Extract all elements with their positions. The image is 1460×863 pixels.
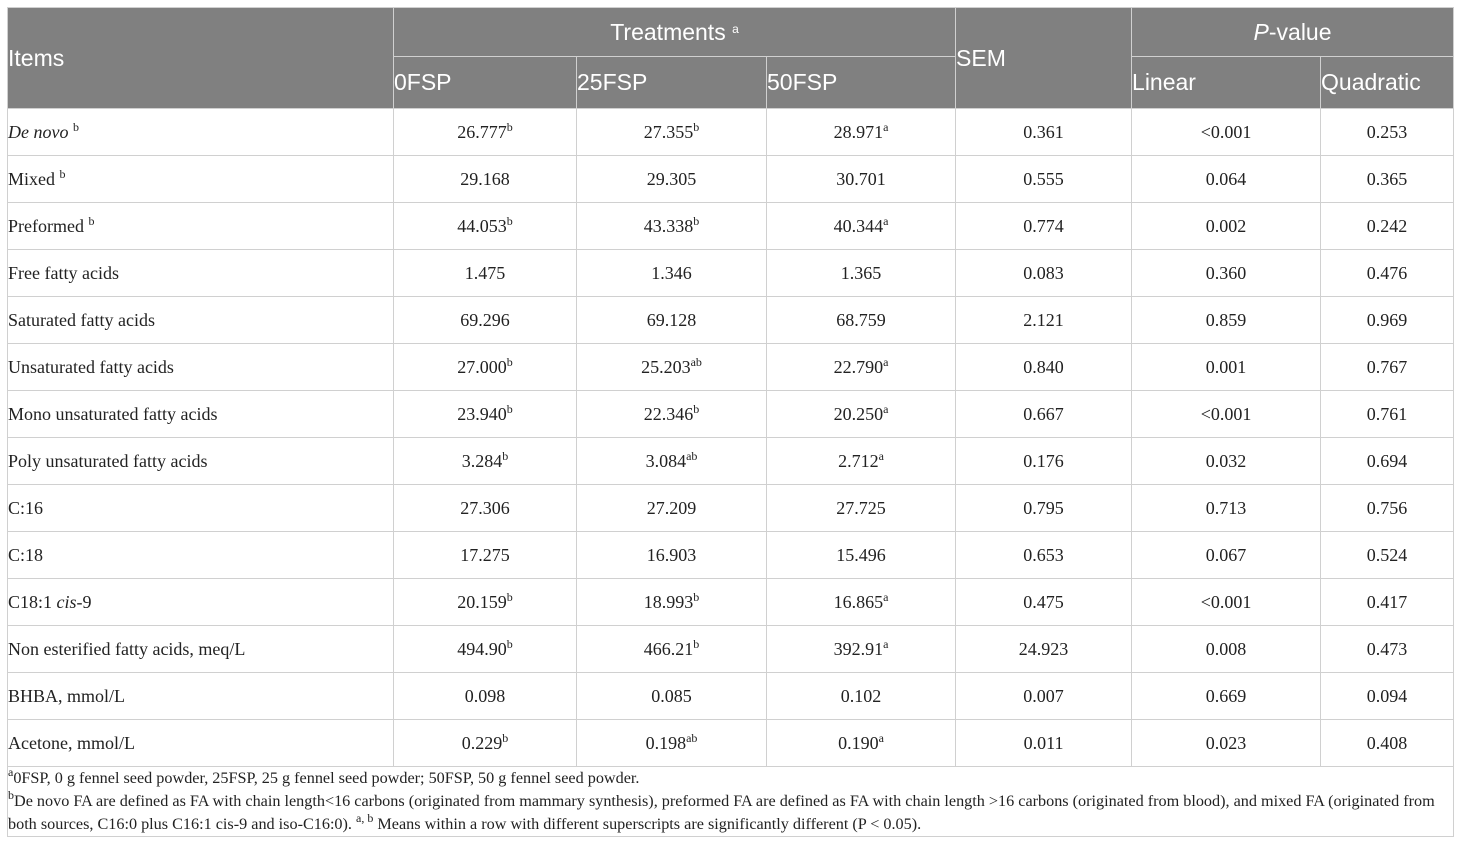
cell-quadratic: 0.417 <box>1321 579 1454 626</box>
header-col-0fsp: 0FSP <box>394 57 577 109</box>
header-row-top <box>8 8 1454 57</box>
cell-linear: 0.713 <box>1132 485 1321 532</box>
cell-treatment-0: 0.229$^b$ <box>394 720 577 767</box>
table-row <box>8 626 1454 673</box>
table-row <box>8 250 1454 297</box>
footnote-b: $^b$De novo FA are defined as FA with chain length<16 carbons (originated from mammary synthesis), preformed FA are defined as FA with chain length >16 carbons (originated from blood), and mixed FA (originated from both sources, C16:0 plus C16:1 cis-9 and iso-C16:0). $^{a, b}$ Means within a row with different superscripts are significantly different (P < 0.05). <box>8 788 1435 833</box>
cell-linear: 0.008 <box>1132 626 1321 673</box>
cell-treatment-2: 27.725 <box>767 485 956 532</box>
cell-quadratic: 0.694 <box>1321 438 1454 485</box>
cell-treatment-1: 0.085 <box>577 673 767 720</box>
row-item-label: Mixed $^b$ <box>8 156 394 203</box>
table-row <box>8 297 1454 344</box>
cell-treatment-0: 1.475 <box>394 250 577 297</box>
table-row <box>8 203 1454 250</box>
cell-treatment-1: 25.203$^{ab}$ <box>577 344 767 391</box>
cell-treatment-0: 17.275 <box>394 532 577 579</box>
cell-treatment-1: 16.903 <box>577 532 767 579</box>
cell-quadratic: 0.761 <box>1321 391 1454 438</box>
cell-linear: 0.002 <box>1132 203 1321 250</box>
cell-treatment-1: 0.198$^{ab}$ <box>577 720 767 767</box>
cell-treatment-0: 494.90$^b$ <box>394 626 577 673</box>
cell-quadratic: 0.242 <box>1321 203 1454 250</box>
cell-quadratic: 0.756 <box>1321 485 1454 532</box>
footnotes <box>8 767 1454 837</box>
cell-treatment-1: 43.338$^b$ <box>577 203 767 250</box>
cell-treatment-2: 0.190$^a$ <box>767 720 956 767</box>
cell-quadratic: 0.408 <box>1321 720 1454 767</box>
cell-sem: 0.653 <box>956 532 1132 579</box>
cell-sem: 0.840 <box>956 344 1132 391</box>
table-row <box>8 109 1454 156</box>
cell-sem: 0.011 <box>956 720 1132 767</box>
row-item-label: Free fatty acids <box>8 250 394 297</box>
header-quadratic: Quadratic <box>1321 57 1454 109</box>
cell-linear: 0.067 <box>1132 532 1321 579</box>
cell-treatment-2: 16.865$^a$ <box>767 579 956 626</box>
cell-treatment-1: 27.209 <box>577 485 767 532</box>
header-treatments: Treatments $^a$ <box>394 8 956 57</box>
cell-linear: 0.023 <box>1132 720 1321 767</box>
cell-treatment-1: 18.993$^b$ <box>577 579 767 626</box>
cell-sem: 0.555 <box>956 156 1132 203</box>
cell-treatment-2: 392.91$^a$ <box>767 626 956 673</box>
row-item-label: De novo $^b$ <box>8 109 394 156</box>
cell-treatment-2: 1.365 <box>767 250 956 297</box>
row-item-label: Saturated fatty acids <box>8 297 394 344</box>
header-sem: SEM <box>956 8 1132 109</box>
row-item-label: BHBA, mmol/L <box>8 673 394 720</box>
header-pvalue: P-value <box>1132 8 1454 57</box>
cell-treatment-1: 69.128 <box>577 297 767 344</box>
cell-linear: 0.032 <box>1132 438 1321 485</box>
cell-treatment-1: 3.084$^{ab}$ <box>577 438 767 485</box>
cell-sem: 0.475 <box>956 579 1132 626</box>
cell-treatment-0: 0.098 <box>394 673 577 720</box>
cell-quadratic: 0.767 <box>1321 344 1454 391</box>
cell-treatment-1: 27.355$^b$ <box>577 109 767 156</box>
cell-treatment-0: 27.000$^b$ <box>394 344 577 391</box>
table-row <box>8 673 1454 720</box>
cell-quadratic: 0.253 <box>1321 109 1454 156</box>
header-col-50fsp: 50FSP <box>767 57 956 109</box>
footnote-a: $^a$0FSP, 0 g fennel seed powder, 25FSP, 25 g fennel seed powder; 50FSP, 50 g fennel seed powder. <box>8 765 640 787</box>
table-row <box>8 438 1454 485</box>
cell-treatment-2: 28.971$^a$ <box>767 109 956 156</box>
cell-treatment-2: 30.701 <box>767 156 956 203</box>
cell-treatment-0: 20.159$^b$ <box>394 579 577 626</box>
row-item-label: C18:1 cis-9 <box>8 579 394 626</box>
cell-treatment-0: 23.940$^b$ <box>394 391 577 438</box>
table-row <box>8 485 1454 532</box>
table-row <box>8 579 1454 626</box>
cell-linear: 0.360 <box>1132 250 1321 297</box>
cell-sem: 0.795 <box>956 485 1132 532</box>
row-item-label: Poly unsaturated fatty acids <box>8 438 394 485</box>
cell-treatment-2: 15.496 <box>767 532 956 579</box>
cell-treatment-0: 3.284$^b$ <box>394 438 577 485</box>
cell-treatment-1: 466.21$^b$ <box>577 626 767 673</box>
row-item-label: C:18 <box>8 532 394 579</box>
cell-linear: <0.001 <box>1132 391 1321 438</box>
cell-treatment-2: 40.344$^a$ <box>767 203 956 250</box>
row-item-label: Mono unsaturated fatty acids <box>8 391 394 438</box>
cell-quadratic: 0.094 <box>1321 673 1454 720</box>
cell-quadratic: 0.524 <box>1321 532 1454 579</box>
cell-sem: 0.774 <box>956 203 1132 250</box>
table-row <box>8 344 1454 391</box>
cell-treatment-2: 2.712$^a$ <box>767 438 956 485</box>
cell-quadratic: 0.969 <box>1321 297 1454 344</box>
footnote-row <box>8 767 1454 837</box>
cell-treatment-0: 69.296 <box>394 297 577 344</box>
table-row <box>8 532 1454 579</box>
cell-treatment-0: 44.053$^b$ <box>394 203 577 250</box>
row-item-label: Non esterified fatty acids, meq/L <box>8 626 394 673</box>
data-table <box>7 7 1454 837</box>
cell-treatment-2: 0.102 <box>767 673 956 720</box>
cell-treatment-2: 68.759 <box>767 297 956 344</box>
row-item-label: C:16 <box>8 485 394 532</box>
cell-sem: 0.667 <box>956 391 1132 438</box>
cell-treatment-0: 29.168 <box>394 156 577 203</box>
row-item-label: Acetone, mmol/L <box>8 720 394 767</box>
table-body <box>8 109 1454 767</box>
cell-treatment-1: 29.305 <box>577 156 767 203</box>
table-row <box>8 391 1454 438</box>
cell-sem: 24.923 <box>956 626 1132 673</box>
cell-quadratic: 0.476 <box>1321 250 1454 297</box>
header-col-25fsp: 25FSP <box>577 57 767 109</box>
cell-sem: 0.176 <box>956 438 1132 485</box>
row-item-label: Unsaturated fatty acids <box>8 344 394 391</box>
header-linear: Linear <box>1132 57 1321 109</box>
cell-treatment-1: 22.346$^b$ <box>577 391 767 438</box>
row-item-label: Preformed $^b$ <box>8 203 394 250</box>
cell-linear: 0.859 <box>1132 297 1321 344</box>
cell-quadratic: 0.473 <box>1321 626 1454 673</box>
table-row <box>8 156 1454 203</box>
cell-treatment-0: 27.306 <box>394 485 577 532</box>
cell-linear: <0.001 <box>1132 109 1321 156</box>
cell-treatment-2: 22.790$^a$ <box>767 344 956 391</box>
cell-treatment-2: 20.250$^a$ <box>767 391 956 438</box>
cell-linear: 0.064 <box>1132 156 1321 203</box>
cell-treatment-1: 1.346 <box>577 250 767 297</box>
cell-linear: <0.001 <box>1132 579 1321 626</box>
cell-linear: 0.669 <box>1132 673 1321 720</box>
cell-sem: 0.361 <box>956 109 1132 156</box>
cell-sem: 2.121 <box>956 297 1132 344</box>
cell-linear: 0.001 <box>1132 344 1321 391</box>
header-items: Items <box>8 8 394 109</box>
table-row <box>8 720 1454 767</box>
cell-sem: 0.083 <box>956 250 1132 297</box>
cell-sem: 0.007 <box>956 673 1132 720</box>
cell-quadratic: 0.365 <box>1321 156 1454 203</box>
cell-treatment-0: 26.777$^b$ <box>394 109 577 156</box>
